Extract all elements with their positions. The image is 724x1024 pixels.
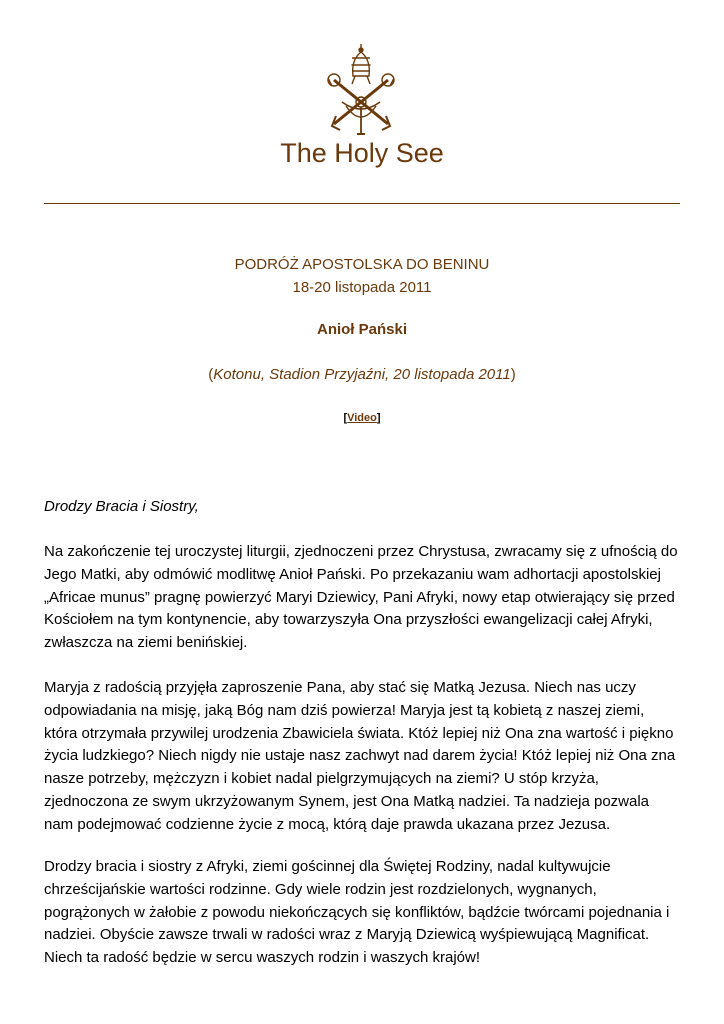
place-text: Kotonu, Stadion Przyjaźni, 20 listopada 2011 <box>213 366 511 383</box>
video-link-wrapper <box>0 412 724 424</box>
place-open-paren: ( <box>208 366 214 383</box>
place-close-paren: ) <box>510 366 516 383</box>
document-place <box>0 366 724 383</box>
video-close-bracket: ] <box>376 412 381 424</box>
paragraph-text: Maryja z radością przyjęła zaproszenie Pana, aby stać się Matką Jezusa. Niech nas uczy odpowiadania na misję, jaką Bóg nam dziś powierza! Maryja jest tą kobietą z naszej ziemi, która otrzymała przywilej urodzenia Zbawiciela świata. Któż lepiej niż Ona zna wartość i piękno życia ludzkiego? Niech nigdy nie ustaje nasz zachwyt nad darem życia! Któż lepiej niż Ona zna nasze potrzeby, mężczyzn i kobiet nadal pielgrzymujących na ziemi? U stóp krzyża, zjednoczona ze swym ukrzyżowanym Synem, jest Ona Matką nadziei. Ta nadzieja pozwala nam podejmować codzienne życie z mocą, którą daje prawda ukazana przez Jezusa. <box>44 679 676 833</box>
paragraph <box>44 677 680 837</box>
video-open-bracket: [ <box>343 412 348 424</box>
header-divider <box>44 203 680 204</box>
document-dates: 18-20 listopada 2011 <box>292 279 432 296</box>
document-title: Anioł Pański <box>316 321 408 338</box>
papal-emblem-icon <box>322 42 400 138</box>
paragraph <box>44 541 680 655</box>
paragraph <box>44 856 680 970</box>
video-link[interactable]: Video <box>347 412 377 424</box>
greeting: Drodzy Bracia i Siostry, <box>44 498 199 515</box>
paragraph-text: Na zakończenie tej uroczystej liturgii, zjednoczeni przez Chrystusa, zwracamy się z ufnością do Jego Matki, aby odmówić modlitwę Anioł Pański. Po przekazaniu wam adhortacji apostolskiej „Africae munus” pragnę powierzyć Maryi Dziewicy, Pani Afryki, nowy etap otwierający się przed Kościołem na tym kontynencie, aby towarzyszyła Ona przyszłości ewangelizacji całej Afryki, zwłaszcza na ziemi benińskiej. <box>44 543 678 652</box>
site-title[interactable]: The Holy See <box>280 138 444 168</box>
document-kicker: PODRÓŻ APOSTOLSKA DO BENINU <box>234 256 490 273</box>
paragraph-text: Drodzy bracia i siostry z Afryki, ziemi gościnnej dla Świętej Rodziny, nadal kultywujcie chrześcijańskie wartości rodzinne. Gdy wiele rodzin jest rozdzielonych, wygnanych, pogrążonych w żałobie z powodu niekończących się konfliktów, bądźcie twórcami pojednania i nadziei. Obyście zawsze trwali w radości wraz z Maryją Dziewicą wyśpiewującą Magnificat. Niech ta radość będzie w sercu waszych rodzin i waszych krajów! <box>44 858 670 967</box>
